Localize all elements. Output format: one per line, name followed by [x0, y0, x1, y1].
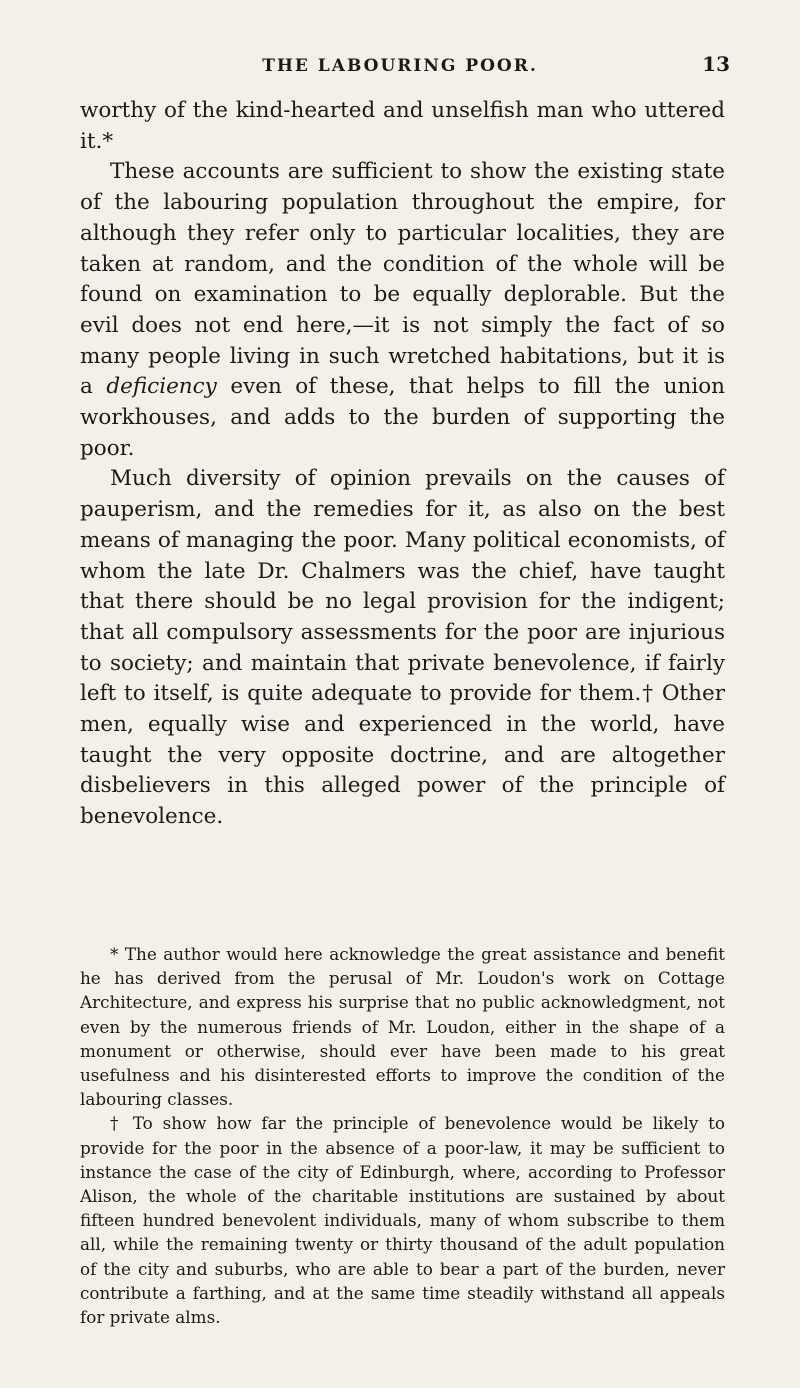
page-header	[0, 50, 800, 86]
paragraph-pauperism: Much diversity of opinion prevails on the causes of pauperism, and the remedies for it, as also on the best means of managing the poor. Many political economists, of whom the late Dr. Chalmers was the chief, have taught that there should be no legal provision for the indigent; that all compulsory assessments for the poor are injurious to society; and maintain that private benevolence, if fairly left to itself, is quite adequate to provide for them.† Other men, equally wise and experienced in the world, have taught the very opposite doctrine, and are altogether disbelievers in this alleged power of the principle of benevolence.	[80, 466, 725, 830]
page-number: 13	[702, 52, 730, 76]
paragraph-accounts-text-1: These accounts are sufficient to show the existing state of the labouring population throughout the empire, for although they refer only to particular localities, they are taken at random, and the condition of the whole will be found on examination to be equally deplorable. But the evil does not end here,—it is not simply the fact of so many people living in such wretched habitations, but it is a	[80, 159, 725, 400]
running-head: THE LABOURING POOR.	[262, 56, 538, 76]
main-text	[80, 96, 725, 833]
paragraph-continuation: worthy of the kind-hearted and unselfish man who uttered it.*	[80, 98, 725, 154]
footnote-dagger: † To show how far the principle of benevolence would be likely to provide for the poor in the absence of a poor-law, it may be sufficient to instance the case of the city of Edinburgh, where, according to Professor Alison, the whole of the charitable institutions are sustained by about fifteen hundred benevolent individuals, many of whom subscribe to them all, while the remaining twenty or thirty thousand of the adult population of the city and suburbs, who are able to bear a part of the burden, never contribute a farthing, and at the same time steadily withstand all appeals for private alms.	[80, 1113, 725, 1328]
italic-deficiency: deficiency	[106, 374, 217, 400]
footnotes	[80, 942, 725, 1329]
paragraph-accounts	[80, 157, 725, 464]
footnote-star: * The author would here acknowledge the great assistance and benefit he has derived from the perusal of Mr. Loudon's work on Cottage Architecture, and express his surprise that no public acknowledgment, not even by the numerous friends of Mr. Loudon, either in the shape of a monument or otherwise, should ever have been made to his great usefulness and his disinterested efforts to improve the condition of the labouring classes.	[80, 944, 725, 1110]
paragraph-accounts-text-2: even of these, that helps to fill the union workhouses, and adds to the burden of supporting the poor.	[80, 374, 725, 461]
